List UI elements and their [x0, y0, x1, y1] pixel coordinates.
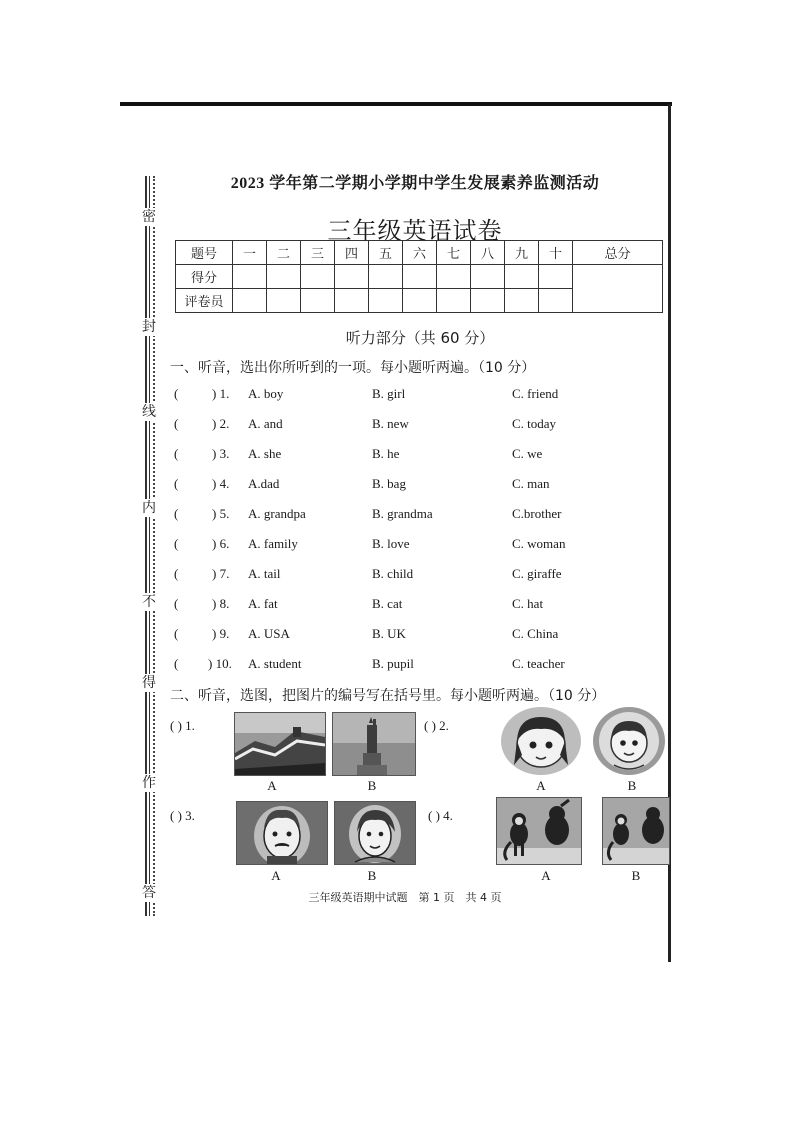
- option-c: C. man: [512, 476, 550, 491]
- pic-label-a: A: [271, 868, 281, 883]
- listening-part-title: 听力部分（共 60 分）: [345, 329, 495, 347]
- option-c: C. teacher: [512, 656, 565, 671]
- option-c: C. today: [512, 416, 557, 431]
- option-c: C. woman: [512, 536, 566, 551]
- option-b: B. bag: [372, 476, 406, 491]
- option-b: B. grandma: [372, 506, 433, 521]
- question-row: [174, 386, 654, 408]
- option-a: A. and: [248, 416, 283, 431]
- score-cell[interactable]: [471, 265, 505, 289]
- pic-label-b: B: [631, 868, 641, 883]
- answer-bracket[interactable]: (: [174, 446, 179, 461]
- score-header-cell: 三: [301, 241, 335, 265]
- score-cell[interactable]: [267, 265, 301, 289]
- grader-cell[interactable]: [301, 289, 335, 313]
- monkeys-scene-a: [496, 797, 582, 865]
- score-header-cell: 九: [505, 241, 539, 265]
- question-row: [174, 416, 654, 438]
- question-row: [174, 566, 654, 588]
- grader-cell[interactable]: [267, 289, 301, 313]
- answer-bracket[interactable]: ( ) 4.: [428, 808, 453, 823]
- question-number: ) 1.: [212, 386, 230, 401]
- score-table-header-row: [176, 241, 663, 265]
- answer-bracket[interactable]: (: [174, 596, 179, 611]
- score-header-cell: 十: [539, 241, 573, 265]
- option-c: C. hat: [512, 596, 544, 611]
- score-cell[interactable]: [233, 265, 267, 289]
- boy-face-drawing: [592, 705, 666, 777]
- question-number: ) 3.: [212, 446, 230, 461]
- option-a: A.dad: [248, 476, 280, 491]
- question-number: ) 7.: [212, 566, 230, 581]
- grader-cell[interactable]: [471, 289, 505, 313]
- grader-cell[interactable]: [505, 289, 539, 313]
- grader-cell[interactable]: [539, 289, 573, 313]
- option-a: A. boy: [248, 386, 284, 401]
- question-row: [174, 506, 654, 528]
- answer-bracket[interactable]: (: [174, 656, 179, 671]
- answer-bracket[interactable]: ( ) 2.: [424, 718, 449, 733]
- binding-char: 得: [138, 674, 160, 692]
- score-header-cell: 五: [369, 241, 403, 265]
- option-a: A. family: [248, 536, 298, 551]
- option-b: B. new: [372, 416, 409, 431]
- binding-char: 内: [138, 499, 160, 517]
- total-score-cell[interactable]: [573, 265, 663, 313]
- question-number: ) 10.: [208, 656, 232, 671]
- answer-bracket[interactable]: (: [174, 506, 179, 521]
- score-header-cell: 题号: [176, 241, 233, 265]
- option-c: C. giraffe: [512, 566, 562, 581]
- question-number: ) 2.: [212, 416, 230, 431]
- answer-bracket[interactable]: (: [174, 386, 179, 401]
- score-table-row: [176, 265, 663, 289]
- answer-bracket[interactable]: (: [174, 476, 179, 491]
- option-c: C.brother: [512, 506, 562, 521]
- binding-char: 封: [138, 318, 160, 336]
- binding-char: 答: [138, 884, 160, 902]
- answer-bracket[interactable]: (: [174, 536, 179, 551]
- grader-cell[interactable]: [233, 289, 267, 313]
- answer-bracket[interactable]: (: [174, 626, 179, 641]
- option-b: B. cat: [372, 596, 403, 611]
- section2-title: 二、听音，选图，把图片的编号写在括号里。每小题听两遍。（10 分）: [170, 688, 606, 704]
- score-header-cell: 一: [233, 241, 267, 265]
- question-number: ) 9.: [212, 626, 230, 641]
- option-a: A. student: [248, 656, 302, 671]
- monkeys-scene-b: [602, 797, 670, 865]
- section1-title: 一、听音，选出你所听到的一项。每小题听两遍。（10 分）: [170, 360, 536, 376]
- answer-bracket[interactable]: ( ) 1.: [170, 718, 195, 733]
- binding-char: 作: [138, 774, 160, 792]
- option-b: B. love: [372, 536, 410, 551]
- question-row: [174, 476, 654, 498]
- option-a: A. tail: [248, 566, 281, 581]
- statue-of-liberty-photo: [332, 712, 416, 776]
- option-b: B. he: [372, 446, 400, 461]
- question-row: [174, 626, 654, 648]
- binding-char: 不: [138, 593, 160, 611]
- score-cell[interactable]: [403, 265, 437, 289]
- question-row: [174, 446, 654, 468]
- score-header-cell: 六: [403, 241, 437, 265]
- option-a: A. fat: [248, 596, 278, 611]
- pic-label-a: A: [541, 868, 551, 883]
- grader-cell[interactable]: [403, 289, 437, 313]
- exam-title: 三年级英语试卷: [327, 217, 503, 245]
- binding-char: 线: [138, 403, 160, 421]
- option-b: B. child: [372, 566, 414, 581]
- man-cartoon: [236, 801, 328, 865]
- score-table: [175, 240, 663, 313]
- pic-label-a: A: [536, 778, 546, 793]
- score-header-cell: 四: [335, 241, 369, 265]
- option-a: A. USA: [248, 626, 290, 641]
- score-row-label: 评卷员: [176, 289, 233, 313]
- question-number: ) 5.: [212, 506, 230, 521]
- option-b: B. pupil: [372, 656, 414, 671]
- option-a: A. she: [248, 446, 282, 461]
- grader-cell[interactable]: [335, 289, 369, 313]
- option-b: B. girl: [372, 386, 406, 401]
- binding-line: [145, 176, 147, 916]
- option-c: C. friend: [512, 386, 559, 401]
- grader-cell[interactable]: [369, 289, 403, 313]
- option-c: C. China: [512, 626, 559, 641]
- score-cell[interactable]: [539, 265, 573, 289]
- score-cell[interactable]: [369, 265, 403, 289]
- girl-face-drawing: [498, 705, 584, 777]
- grader-cell[interactable]: [437, 289, 471, 313]
- option-c: C. we: [512, 446, 543, 461]
- question-number: ) 4.: [212, 476, 230, 491]
- score-row-label: 得分: [176, 265, 233, 289]
- score-header-cell: 二: [267, 241, 301, 265]
- answer-bracket[interactable]: (: [174, 416, 179, 431]
- pic-label-a: A: [267, 778, 277, 793]
- woman-cartoon: [334, 801, 416, 865]
- question-number: ) 8.: [212, 596, 230, 611]
- binding-line: [149, 176, 150, 916]
- answer-bracket[interactable]: ( ) 3.: [170, 808, 195, 823]
- answer-bracket[interactable]: (: [174, 566, 179, 581]
- great-wall-photo: [234, 712, 326, 776]
- score-header-cell: 七: [437, 241, 471, 265]
- option-a: A. grandpa: [248, 506, 306, 521]
- score-header-cell: 总分: [573, 241, 663, 265]
- option-b: B. UK: [372, 626, 406, 641]
- pic-label-b: B: [367, 778, 377, 793]
- exam-subtitle: 2023 学年第二学期小学期中学生发展素养监测活动: [230, 175, 600, 192]
- score-cell[interactable]: [301, 265, 335, 289]
- score-cell[interactable]: [335, 265, 369, 289]
- question-row: [174, 656, 654, 678]
- question-row: [174, 536, 654, 558]
- score-cell[interactable]: [505, 265, 539, 289]
- score-header-cell: 八: [471, 241, 505, 265]
- question-row: [174, 596, 654, 618]
- score-cell[interactable]: [437, 265, 471, 289]
- binding-dotted-line: [153, 176, 155, 916]
- question-number: ) 6.: [212, 536, 230, 551]
- top-border-line: [120, 102, 672, 106]
- binding-char: 密: [138, 208, 160, 226]
- page-footer: 三年级英语期中试题 第 1 页 共 4 页: [308, 891, 502, 904]
- pic-label-b: B: [627, 778, 637, 793]
- pic-label-b: B: [367, 868, 377, 883]
